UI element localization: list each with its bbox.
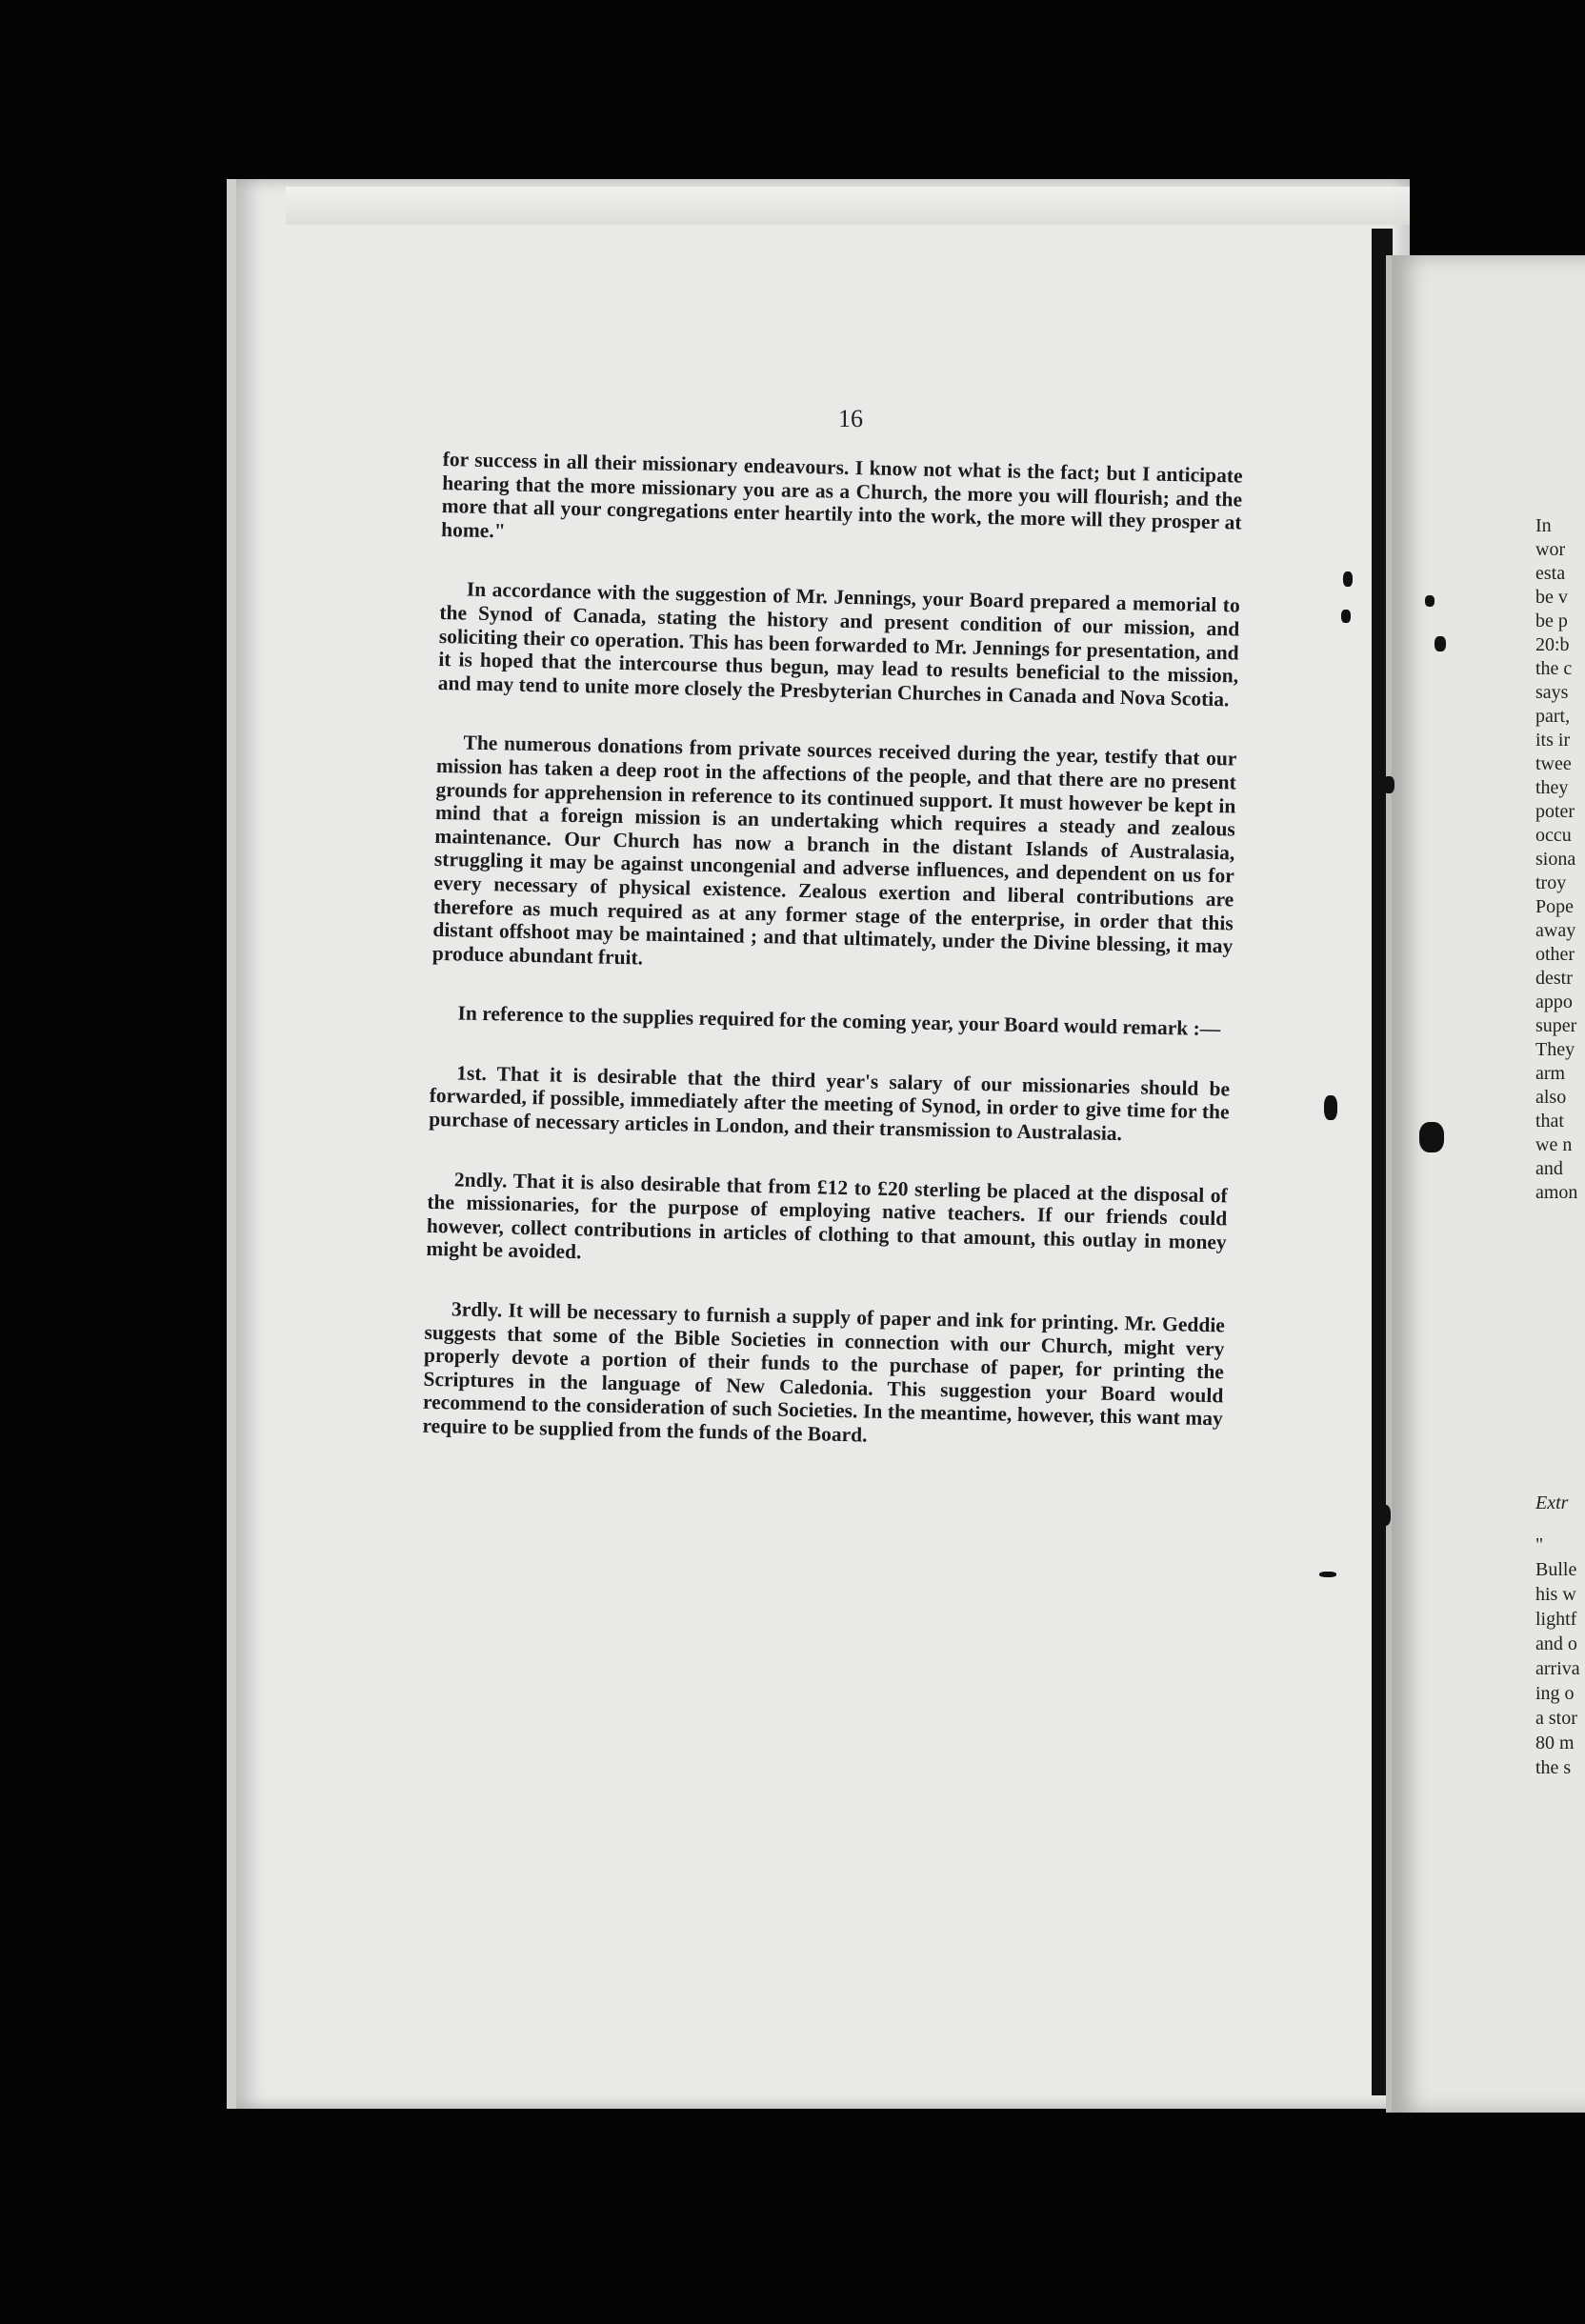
right-fragment: ": [1535, 1534, 1544, 1555]
right-fragment: arriva: [1535, 1658, 1580, 1679]
paragraph-3: The numerous donations from private sources received during the year, testify that our mission has taken a deep root in the affections of the people, and that there are no present grounds for apprehension in reference to its continued support. It must however be kept in mind that a foreign mission is an undertaking which requires a steady and zealous maintenance. Our Church has now a branch in the distant Islands of Australasia, struggling it may be against uncongenial and adverse influences, and dependent on us for every necessary of physical existence. Zealous exertion and liberal contributions are therefore as much required as at any former stage of the enterprise, in order that this distant offshoot may be maintained ; and that ultimately, under the Divine blessing, it may produce abundant fruit.: [431, 731, 1237, 970]
ink-mark: [1319, 1572, 1336, 1577]
right-fragment: away: [1535, 920, 1576, 941]
ink-mark: [1379, 1505, 1391, 1526]
ink-mark: [1435, 636, 1446, 651]
right-fragment: and: [1535, 1158, 1563, 1179]
right-fragment: amon: [1535, 1182, 1578, 1203]
right-fragment: 80 m: [1535, 1733, 1575, 1753]
right-fragment: siona: [1535, 849, 1576, 870]
right-fragment: also: [1535, 1087, 1567, 1108]
right-fragment: its ir: [1535, 730, 1571, 751]
paragraph-6: 2ndly. That it is also desirable that from £12 to £20 sterling be placed at the disposal of the missionaries, for the purpose of employing native teachers. If our friends could however, collect contributions in articles of clothing to that amount, this outlay in money might be avoided.: [426, 1168, 1228, 1264]
right-page-text-lower: [1535, 1491, 1585, 1780]
right-fragment: destr: [1535, 968, 1573, 989]
paragraph-2: In accordance with the suggestion of Mr. Jennings, your Board prepared a memorial to the Synod of Canada, stating the history and present condition of our mission, and soliciting their co operation. This has been forwarded to Mr. Jennings for presentation, and it is hoped that the intercourse thus begun, may lead to results beneficial to the mission, and may tend to unite more closely the Presbyterian Churches in Canada and Nova Scotia.: [437, 577, 1240, 711]
ink-mark: [1343, 571, 1353, 587]
right-fragment: and o: [1535, 1633, 1577, 1654]
right-fragment: his w: [1535, 1584, 1576, 1605]
ink-mark: [1419, 1122, 1444, 1152]
right-fragment: occu: [1535, 825, 1572, 846]
right-fragment: They: [1535, 1039, 1575, 1060]
right-fragment: a stor: [1535, 1708, 1577, 1729]
paragraph-7: 3rdly. It will be necessary to furnish a supply of paper and ink for printing. Mr. Geddie suggests that some of the Bible Societies in connection with our Church, might very properly devote a portion of their funds to the purchase of paper, for printing the Scriptures in the language of New Caledonia. This suggestion your Board would recommend to the consideration of such Societies. In the meantime, however, this want may require to be supplied from the funds of the Board.: [422, 1297, 1226, 1447]
right-fragment: troy: [1535, 872, 1567, 893]
right-fragment: that: [1535, 1111, 1564, 1132]
paragraph-1: for success in all their missionary endeavours. I know not what is the fact; but I anticipate hearing that the more missionary you are as a Church, the more you will flourish; and the more that all your congregations enter heartily into the work, the more will they prosper at home.": [440, 448, 1243, 543]
right-fragment: 20:b: [1535, 634, 1570, 655]
right-fragment: esta: [1535, 563, 1566, 584]
right-fragment: Pope: [1535, 896, 1574, 917]
right-fragment: the s: [1535, 1757, 1572, 1778]
paragraph-5: 1st. That it is desirable that the third year's salary of our missionaries should be forwarded, if possible, immediately after the meeting of Synod, in order to give time for the purchase of necessary articles in London, and their transmission to Australasia.: [428, 1061, 1231, 1146]
right-fragment: appo: [1535, 992, 1573, 1012]
right-fragment: be v: [1535, 587, 1568, 608]
right-page-text: [1535, 514, 1585, 1205]
right-fragment: says: [1535, 682, 1569, 703]
right-fragment: ing o: [1535, 1683, 1575, 1704]
paragraph-4: In reference to the supplies required for the coming year, your Board would remark :—: [457, 1001, 1221, 1041]
ink-mark: [1324, 1095, 1337, 1120]
right-fragment: Extr: [1535, 1493, 1569, 1513]
right-fragment: Bulle: [1535, 1559, 1577, 1580]
right-fragment: wor: [1535, 539, 1566, 560]
ink-mark: [1425, 595, 1435, 607]
right-fragment: lightf: [1535, 1609, 1577, 1630]
ink-mark: [1383, 776, 1394, 793]
right-fragment: twee: [1535, 753, 1572, 774]
right-fragment: super: [1535, 1015, 1577, 1036]
right-fragment: arm: [1535, 1063, 1566, 1084]
right-fragment: In: [1535, 515, 1552, 536]
right-fragment: the c: [1535, 658, 1573, 679]
page-edge: [286, 187, 1410, 225]
document-body: [421, 448, 1242, 1491]
right-fragment: they: [1535, 777, 1569, 798]
right-fragment: other: [1535, 944, 1575, 965]
right-fragment: part,: [1535, 706, 1571, 727]
right-fragment: we n: [1535, 1134, 1573, 1155]
right-fragment: be p: [1535, 611, 1568, 631]
page-number: 16: [838, 405, 863, 432]
ink-mark: [1341, 610, 1351, 623]
right-fragment: poter: [1535, 801, 1575, 822]
